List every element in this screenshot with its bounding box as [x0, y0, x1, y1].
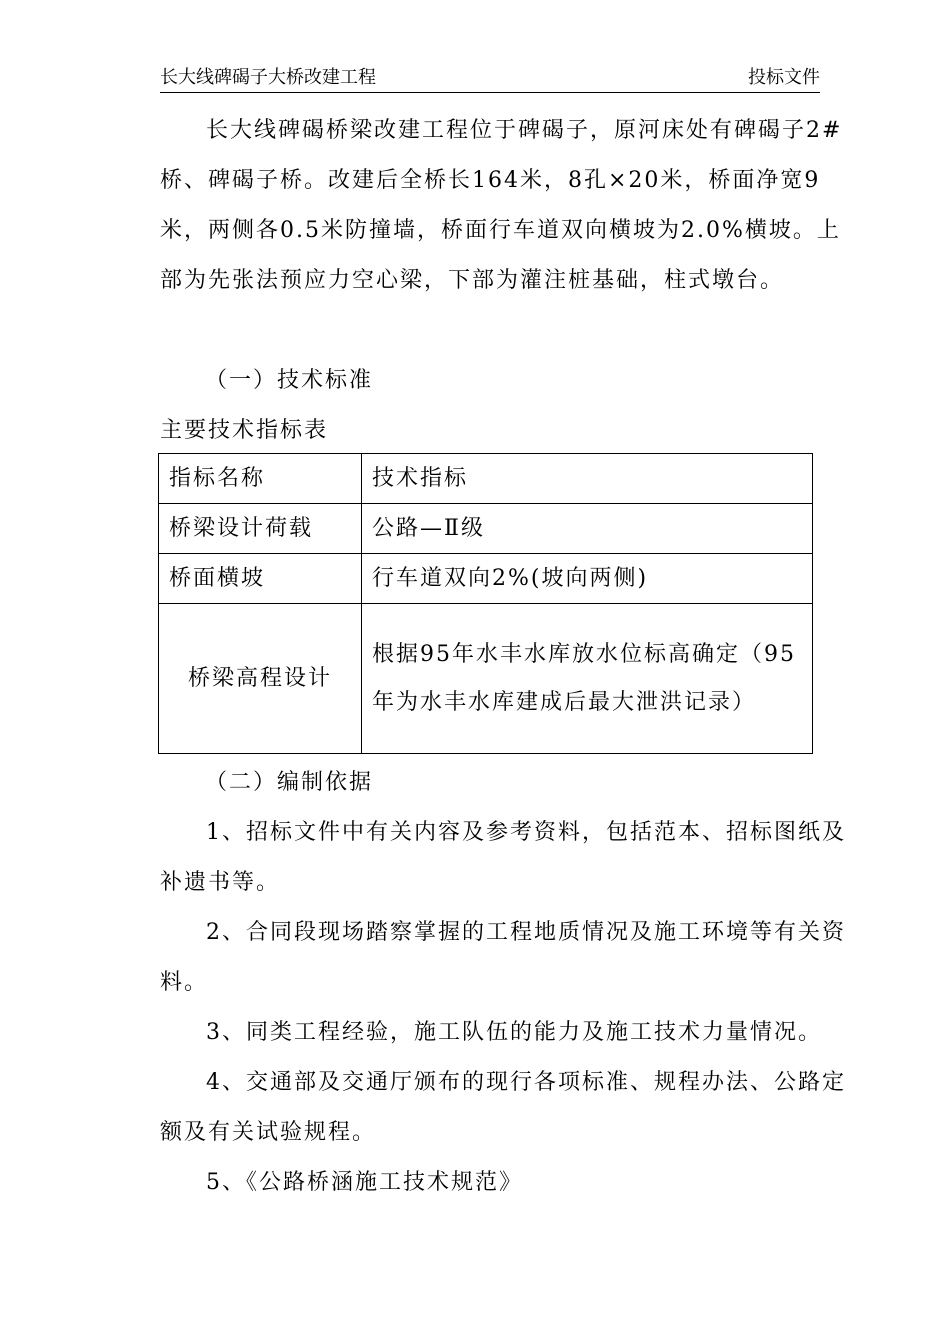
intro-paragraph: 长大线碑碣桥梁改建工程位于碑碣子，原河床处有碑碣子2#桥、碑碣子桥。改建后全桥长164米，8孔×20米，桥面净宽9米，两侧各0.5米防撞墙，桥面行车道双向横坡为2.0%横坡。上部为先张法预应力空心梁，下部为灌注桩基础，柱式墩台。 [160, 118, 843, 293]
table-caption: 主要技术指标表 [160, 418, 329, 443]
table-cell: 桥梁设计荷载 [159, 504, 362, 554]
table-header-cell: 技术指标 [362, 454, 813, 504]
section-heading-basis: （二）编制依据 [205, 770, 374, 795]
table-row [159, 554, 813, 604]
basis-item: 1、招标文件中有关内容及参考资料，包括范本、招标图纸及补遗书等。 [160, 820, 846, 895]
page-header [160, 66, 820, 93]
basis-item: 4、交通部及交通厅颁布的现行各项标准、规程办法、公路定额及有关试验规程。 [160, 1070, 846, 1145]
basis-item: 2、合同段现场踏察掌握的工程地质情况及施工环境等有关资料。 [160, 920, 846, 995]
basis-item: 5、《公路桥涵施工技术规范》 [206, 1170, 523, 1195]
table-header-cell: 指标名称 [159, 454, 362, 504]
table-row [159, 504, 813, 554]
table-row [159, 604, 813, 754]
table-cell: 根据95年水丰水库放水位标高确定（95年为水丰水库建成后最大泄洪记录） [362, 604, 813, 754]
header-project-title: 长大线碑碣子大桥改建工程 [160, 67, 376, 88]
table-cell: 桥面横坡 [159, 554, 362, 604]
table-cell: 桥梁高程设计 [159, 604, 362, 754]
spec-table [158, 453, 813, 754]
basis-item: 3、同类工程经验，施工队伍的能力及施工技术力量情况。 [206, 1020, 822, 1045]
table-cell: 公路—Ⅱ级 [362, 504, 813, 554]
header-document-type: 投标文件 [748, 67, 820, 88]
table-header-row [159, 454, 813, 504]
section-heading-standards: （一）技术标准 [205, 368, 374, 393]
table-cell: 行车道双向2%(坡向两侧) [362, 554, 813, 604]
